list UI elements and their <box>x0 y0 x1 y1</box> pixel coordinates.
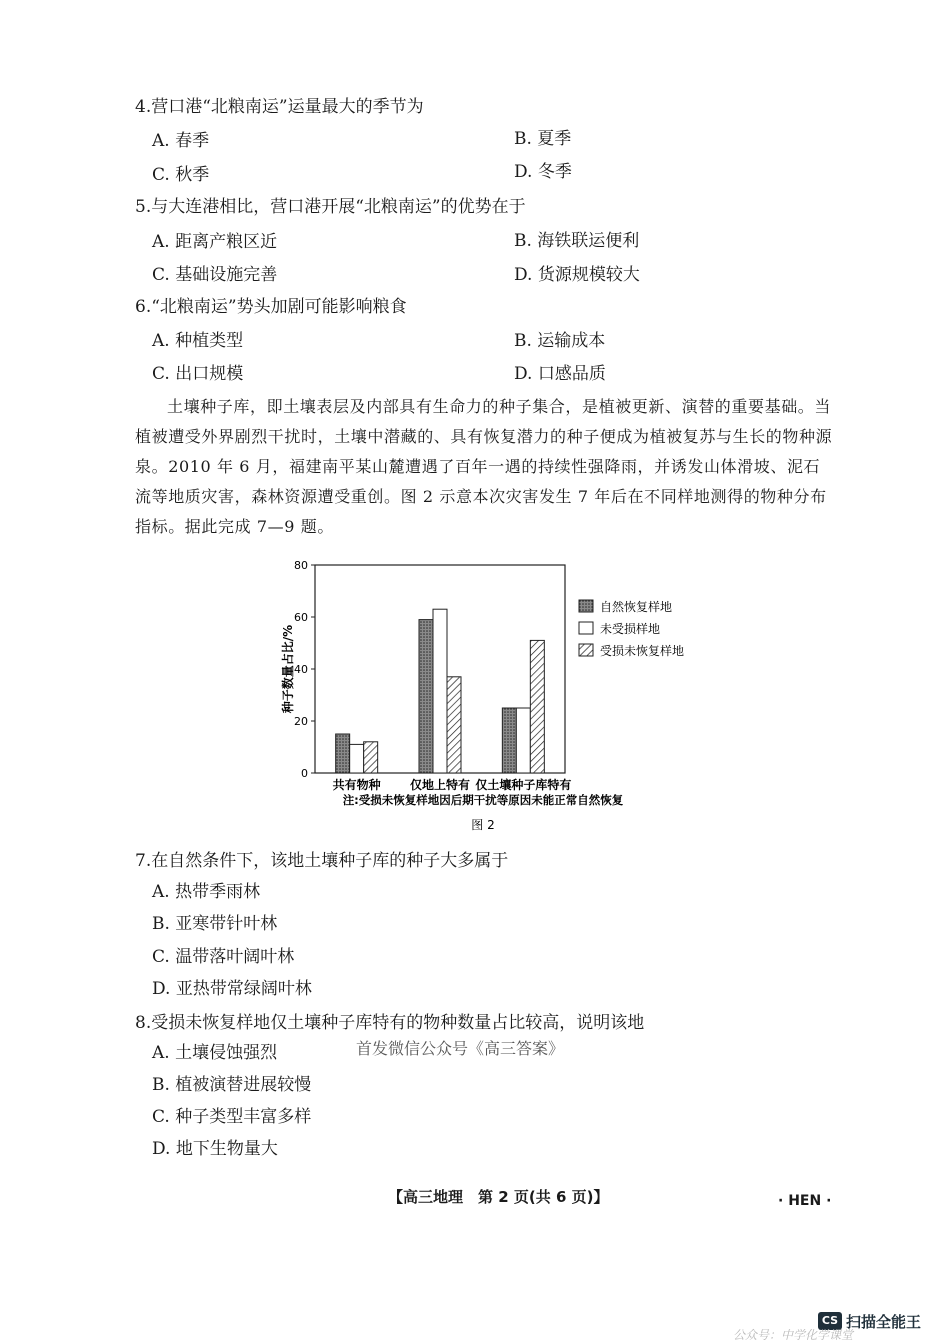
q6-option-a: A. 种植类型 <box>152 331 244 351</box>
exam-code: · HEN · <box>778 1193 832 1209</box>
page-footer: 【高三地理 第 2 页(共 6 页)】 <box>388 1188 609 1206</box>
q4-option-c: C. 秋季 <box>152 165 210 185</box>
legend-label: 受损未恢复样地 <box>600 644 685 658</box>
q4-option-b: B. 夏季 <box>514 129 572 149</box>
q5-option-d: D. 货源规模较大 <box>514 265 640 285</box>
bar-2-2 <box>433 609 447 773</box>
reading-passage <box>135 392 835 542</box>
question-8-stem: 8.受损未恢复样地仅土壤种子库特有的物种数量占比较高，说明该地 <box>135 1013 645 1033</box>
q7-option-c: C. 温带落叶阔叶林 <box>152 947 295 967</box>
legend-swatch <box>579 600 593 612</box>
question-5-stem: 5.与大连港相比，营口港开展“北粮南运”的优势在于 <box>135 197 526 217</box>
y-tick-label: 60 <box>294 611 308 624</box>
y-tick-label: 40 <box>294 663 308 676</box>
y-tick-label: 80 <box>294 559 308 572</box>
q8-option-c: C. 种子类型丰富多样 <box>152 1107 312 1127</box>
q6-option-c: C. 出口规模 <box>152 364 244 384</box>
y-tick-label: 20 <box>294 715 308 728</box>
figure-2-chart <box>270 555 730 845</box>
bar-1-3 <box>502 708 516 773</box>
bar-3-2 <box>447 677 461 773</box>
y-axis-label: 种子数量占比/% <box>281 624 295 714</box>
bar-3-1 <box>364 742 378 773</box>
figure-caption: 图 2 <box>471 818 495 832</box>
q5-option-b: B. 海铁联运便利 <box>514 231 640 251</box>
bar-2-3 <box>516 708 530 773</box>
scanner-logo: CS <box>818 1312 842 1330</box>
q4-option-a: A. 春季 <box>152 131 210 151</box>
q7-option-a: A. 热带季雨林 <box>152 882 261 902</box>
account-watermark: 公众号：中学化学课堂 <box>733 1328 854 1342</box>
legend-label: 未受损样地 <box>600 622 661 636</box>
q6-option-b: B. 运输成本 <box>514 331 606 351</box>
publisher-notice: 首发微信公众号《高三答案》 <box>356 1039 565 1058</box>
passage-text: 土壤种子库，即土壤表层及内部具有生命力的种子集合，是植被更新、演替的重要基础。当植被遭受外界剧烈干扰时，土壤中潜藏的、具有恢复潜力的种子便成为植被复苏与生长的物种源泉。2010 年 6 月，福建南平某山麓遭遇了百年一遇的持续性强降雨，并诱发山体滑坡、泥石流等地质灾害，森林资源遭受重创。图 2 示意本次灾害发生 7 年后在不同样地测得的物种分布指标。据此完成 7—9 题。 <box>135 397 833 536</box>
q5-option-c: C. 基础设施完善 <box>152 265 278 285</box>
q7-option-d: D. 亚热带常绿阔叶林 <box>152 979 312 999</box>
question-4-stem: 4.营口港“北粮南运”运量最大的季节为 <box>135 97 424 117</box>
q7-option-b: B. 亚寒带针叶林 <box>152 914 278 934</box>
x-tick-label: 仅土壤种子库特有 <box>475 778 572 792</box>
legend-label: 自然恢复样地 <box>600 600 673 614</box>
bar-3-3 <box>530 640 544 773</box>
bar-1-1 <box>336 734 350 773</box>
question-6-stem: 6.“北粮南运”势头加剧可能影响粮食 <box>135 297 407 317</box>
x-tick-label: 共有物种 <box>332 778 381 792</box>
q4-option-d: D. 冬季 <box>514 162 572 182</box>
chart-note: 注:受损未恢复样地因后期干扰等原因未能正常自然恢复 <box>342 793 624 807</box>
q6-option-d: D. 口感品质 <box>514 364 606 384</box>
question-7-stem: 7.在自然条件下，该地土壤种子库的种子大多属于 <box>135 851 509 871</box>
bar-1-2 <box>419 620 433 773</box>
scanner-app-name: 扫描全能王 <box>846 1313 922 1331</box>
x-tick-label: 仅地上特有 <box>409 778 471 792</box>
legend-swatch <box>579 644 593 656</box>
q5-option-a: A. 距离产粮区近 <box>152 232 278 252</box>
q8-option-d: D. 地下生物量大 <box>152 1139 278 1159</box>
legend-swatch <box>579 622 593 634</box>
y-tick-label: 0 <box>301 767 308 780</box>
bar-2-1 <box>350 744 364 773</box>
q8-option-a: A. 土壤侵蚀强烈 <box>152 1043 278 1063</box>
q8-option-b: B. 植被演替进展较慢 <box>152 1075 312 1095</box>
